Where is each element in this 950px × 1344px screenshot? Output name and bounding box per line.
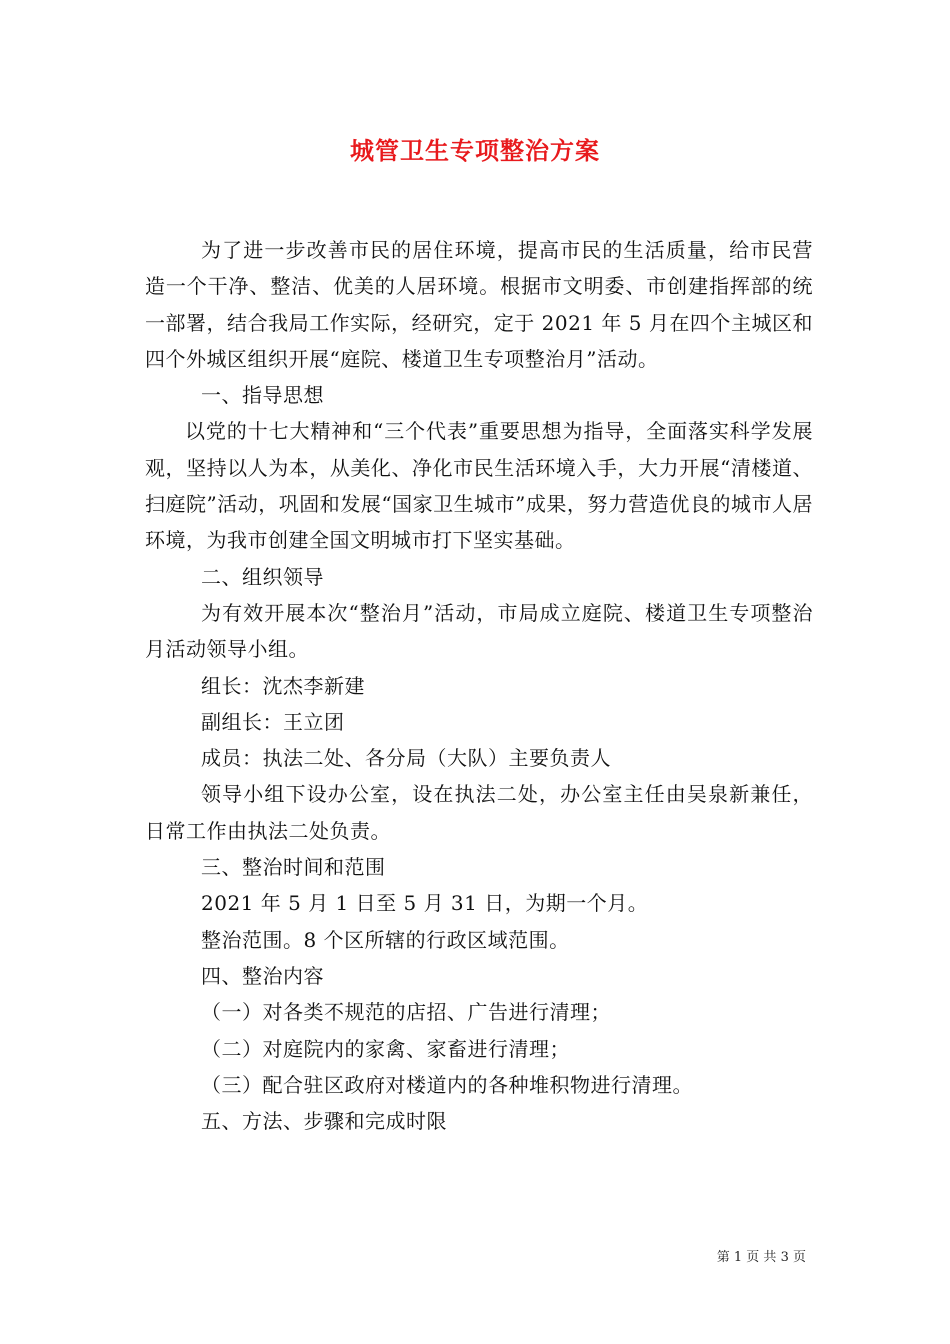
guiding-ideology-paragraph: 以党的十七大精神和“三个代表”重要思想为指导，全面落实科学发展观，坚持以人为本，从美化、净化市民生活环境入手，大力开展“清楼道、扫庭院”活动，巩固和发展“国家卫生城市”成果，努力营造优良的城市人居环境，为我市创建全国文明城市打下坚实基础。: [145, 419, 813, 553]
section-heading-time-scope: 三、整治时间和范围: [201, 855, 386, 880]
footer-suffix: 页: [792, 1250, 806, 1265]
document-title: 城管卫生专项整治方案: [350, 136, 600, 165]
office-paragraph: 领导小组下设办公室，设在执法二处，办公室主任由吴泉新兼任，日常工作由执法二处负责。: [145, 782, 813, 843]
page-number-footer: [717, 1246, 806, 1265]
content-item-1: （一）对各类不规范的店招、广告进行清理；: [201, 1000, 611, 1025]
leader-line: 组长：沈杰李新建: [201, 673, 365, 698]
members-line: 成员：执法二处、各分局（大队）主要负责人: [201, 746, 611, 771]
section-heading-methods: 五、方法、步骤和完成时限: [201, 1109, 447, 1134]
footer-current-page: 1: [733, 1250, 743, 1265]
footer-total-pages: 3: [780, 1250, 789, 1265]
content-item-3: （三）配合驻区政府对楼道内的各种堆积物进行清理。: [201, 1072, 693, 1097]
section-heading-guiding-ideology: 一、指导思想: [201, 383, 324, 408]
intro-paragraph: 为了进一步改善市民的居住环境，提高市民的生活质量，给市民营造一个干净、整洁、优美的人居环境。根据市文明委、市创建指挥部的统一部署，结合我局工作实际，经研究，定于 2021 年 5 月在四个主城区和四个外城区组织开展“庭院、楼道卫生专项整治月”活动。: [145, 238, 813, 371]
organization-paragraph: 为有效开展本次“整治月”活动，市局成立庭院、楼道卫生专项整治月活动领导小组。: [145, 600, 813, 662]
section-heading-organization: 二、组织领导: [201, 564, 324, 589]
deputy-leader-line: 副组长：王立团: [201, 709, 345, 734]
section-heading-content: 四、整治内容: [201, 963, 324, 988]
content-item-2: （二）对庭院内的家禽、家畜进行清理；: [201, 1036, 570, 1061]
document-body: [145, 232, 813, 1139]
scope-line: 整治范围。8 个区所辖的行政区域范围。: [201, 927, 570, 952]
time-line: 2021 年 5 月 1 日至 5 月 31 日，为期一个月。: [201, 891, 649, 916]
footer-middle: 页 共: [746, 1250, 777, 1265]
footer-prefix: 第: [716, 1250, 730, 1265]
